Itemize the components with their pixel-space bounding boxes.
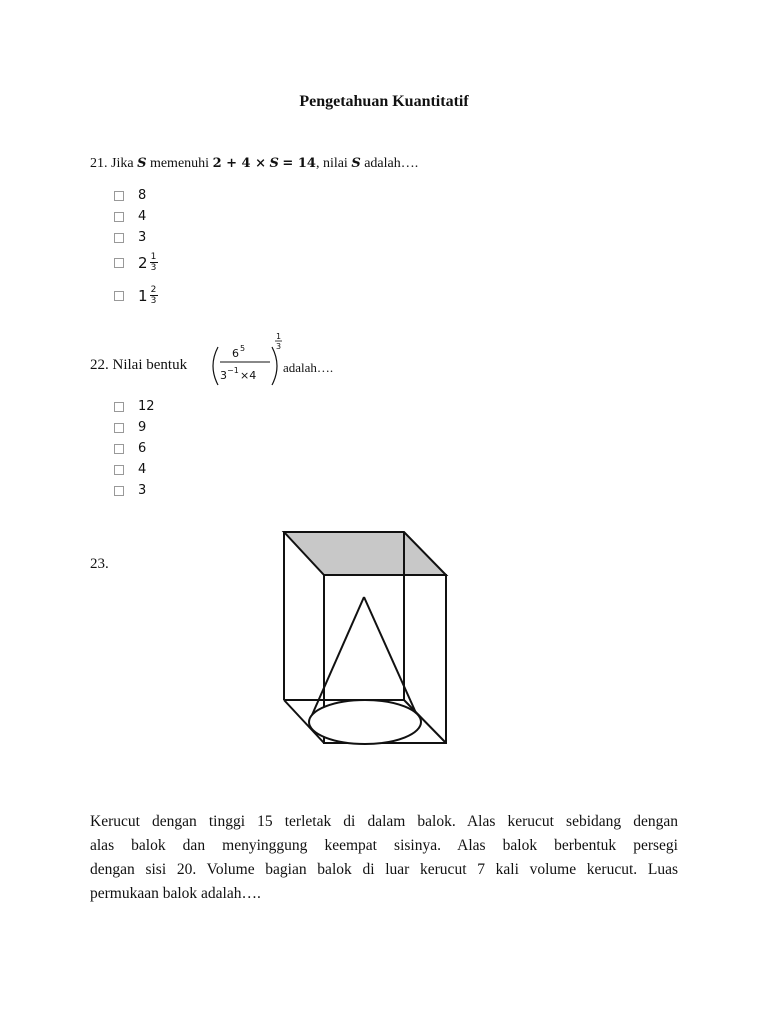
question-21-suffix: , nilai bbox=[315, 156, 348, 171]
checkbox-icon[interactable] bbox=[114, 423, 124, 433]
checkbox-icon[interactable] bbox=[114, 233, 124, 243]
fraction-numerator: 2 bbox=[150, 285, 157, 295]
paragraph-line: dengan sisi 20. Volume bagian balok di luar kerucut 7 kali volume kerucut. Luas bbox=[90, 861, 678, 878]
box-top-face bbox=[284, 532, 446, 575]
option-label: 12 bbox=[138, 399, 155, 414]
option-item[interactable] bbox=[114, 399, 155, 414]
question-21-number: 21. bbox=[90, 156, 108, 171]
mixed-number bbox=[138, 252, 158, 273]
checkbox-icon[interactable] bbox=[114, 212, 124, 222]
option-label: 4 bbox=[138, 462, 147, 477]
page-title: Pengetahuan Kuantitatif bbox=[299, 93, 469, 110]
denominator-rest: ×4 bbox=[240, 369, 257, 382]
checkbox-icon[interactable] bbox=[114, 258, 124, 268]
equation-right: = 14 bbox=[282, 156, 316, 171]
fraction-denominator: 3 bbox=[150, 263, 157, 273]
outer-exponent-numerator: 1 bbox=[276, 332, 282, 341]
cone-side-left bbox=[312, 597, 364, 715]
fraction-numerator: 1 bbox=[150, 252, 157, 262]
option-label: 8 bbox=[138, 188, 147, 203]
option-item[interactable] bbox=[114, 230, 146, 245]
paragraph-line: Kerucut dengan tinggi 15 terletak di dalam balok. Alas kerucut sebidang dengan bbox=[90, 813, 678, 830]
option-item[interactable] bbox=[114, 252, 158, 273]
cone-side-right bbox=[364, 597, 416, 713]
checkbox-icon[interactable] bbox=[114, 191, 124, 201]
option-label: 4 bbox=[138, 209, 147, 224]
option-item[interactable] bbox=[114, 483, 146, 498]
fraction-denominator: 3 bbox=[150, 296, 157, 306]
mixed-number bbox=[138, 285, 158, 306]
option-item[interactable] bbox=[114, 188, 146, 203]
numerator-exponent: 5 bbox=[240, 344, 246, 353]
option-label: 9 bbox=[138, 420, 147, 435]
option-label: 3 bbox=[138, 230, 147, 245]
fraction bbox=[150, 252, 158, 273]
question-22-suffix: adalah…. bbox=[283, 360, 334, 375]
outer-exponent-denominator: 3 bbox=[276, 342, 282, 351]
question-23-text bbox=[90, 810, 678, 906]
equation-left: 2 + 4 × bbox=[212, 156, 267, 171]
option-item[interactable] bbox=[114, 420, 146, 435]
denominator-exponent: −1 bbox=[227, 366, 239, 375]
checkbox-icon[interactable] bbox=[114, 465, 124, 475]
option-item[interactable] bbox=[114, 441, 146, 456]
cone-base bbox=[309, 700, 421, 744]
variable-s: S bbox=[269, 156, 279, 171]
mixed-whole: 1 bbox=[138, 286, 148, 305]
question-21-tail: adalah…. bbox=[364, 156, 419, 171]
mixed-whole: 2 bbox=[138, 253, 148, 272]
question-21-prefix: Jika bbox=[111, 156, 134, 171]
variable-s: S bbox=[351, 156, 361, 171]
question-21-mid: memenuhi bbox=[149, 156, 210, 171]
exponent-expression bbox=[206, 330, 284, 390]
question-22-label: 22. Nilai bentuk bbox=[90, 357, 188, 373]
question-21 bbox=[90, 156, 418, 172]
denominator-base: 3 bbox=[220, 369, 227, 382]
option-item[interactable] bbox=[114, 462, 146, 477]
fraction bbox=[150, 285, 158, 306]
option-label: 6 bbox=[138, 441, 147, 456]
checkbox-icon[interactable] bbox=[114, 444, 124, 454]
option-item[interactable] bbox=[114, 209, 146, 224]
cone-in-box-figure bbox=[280, 527, 452, 749]
paragraph-line: permukaan balok adalah…. bbox=[90, 885, 261, 902]
option-item[interactable] bbox=[114, 285, 158, 306]
checkbox-icon[interactable] bbox=[114, 486, 124, 496]
paragraph-line: alas balok dan menyinggung keempat sisinya. Alas balok berbentuk persegi bbox=[90, 837, 678, 854]
checkbox-icon[interactable] bbox=[114, 402, 124, 412]
variable-s: S bbox=[137, 156, 147, 171]
option-label: 3 bbox=[138, 483, 147, 498]
question-22 bbox=[90, 330, 490, 390]
numerator-base: 6 bbox=[232, 347, 239, 360]
checkbox-icon[interactable] bbox=[114, 291, 124, 301]
question-23-number: 23. bbox=[90, 556, 109, 572]
